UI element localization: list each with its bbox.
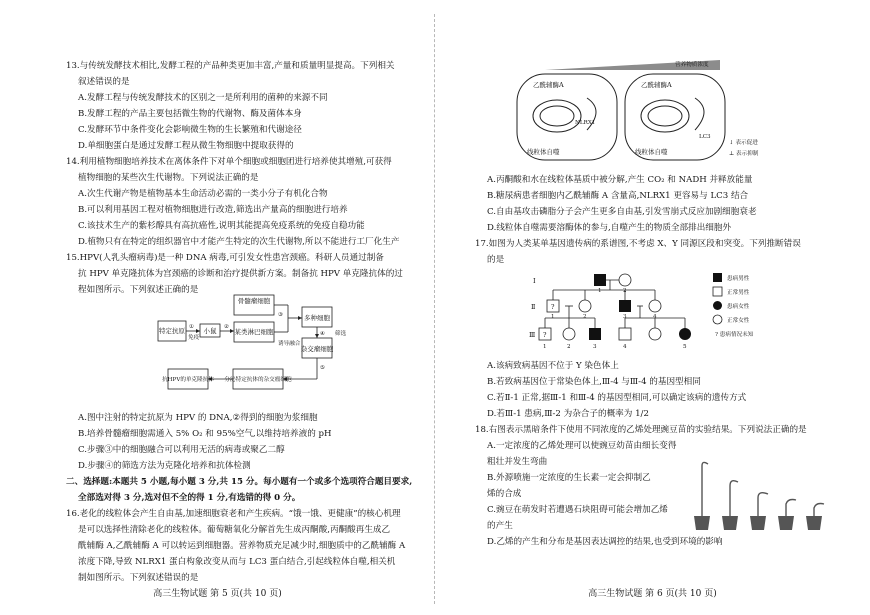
figure16-space — [475, 0, 835, 172]
q17-stem: 17.如图为人类某单基因遗传病的系谱图,不考虑 X、Y 同源区段和突变。下列推断错误 — [475, 239, 801, 249]
ped-label-i1: 1 — [598, 288, 602, 294]
q13-stem-cont: 叙述错误的是 — [78, 77, 130, 87]
q16-stem-l4: 浓度下降,导致 NLRX1 蛋白构象改变从而与 LC3 蛋白结合,引起线粒体自噬,相关机 — [78, 557, 396, 567]
page-6-footer: 高三生物试题 第 6 页(共 10 页) — [588, 589, 717, 599]
ped-label-iii4: 4 — [623, 344, 627, 350]
unknown-mark-1: ? — [551, 303, 555, 311]
myeloma-label: 骨髓瘤细胞 — [237, 297, 271, 305]
ped-label-iii2: 2 — [567, 344, 571, 350]
autophagy-right: 线粒体自噬 — [635, 148, 668, 156]
ped-label-iii3: 3 — [593, 344, 597, 350]
q17-stem-cont: 的是 — [487, 255, 505, 265]
q14-option-b: B.可以利用基因工程对植物细胞进行改造,筛选出产量高的细胞进行培养 — [78, 205, 348, 215]
hybridoma-label: 杂交瘤细胞 — [300, 345, 334, 353]
q15-option-b: B.培养骨髓瘤细胞需通入 5% O₂ 和 95%空气,以维持培养液的 pH — [78, 429, 332, 439]
q16-stem: 16.老化的线粒体会产生自由基,加速细胞衰老和产生疾病。“饿一饿、更健康”的核心机理 — [66, 509, 401, 519]
bcell-label: 某类淋巴细胞 — [234, 328, 274, 336]
q18-option-c-cont: 的产生 — [487, 521, 513, 531]
exam-page-6 — [435, 0, 870, 615]
q16-option-a: A.丙酮酸和水在线粒体基质中被分解,产生 CO₂ 和 NADH 并释放能量 — [487, 175, 753, 185]
page-5-footer: 高三生物试题 第 5 页(共 10 页) — [153, 589, 282, 599]
q15-stem-cont2: 程如图所示。下列叙述正确的是 — [78, 285, 199, 295]
q16-option-b: B.糖尿病患者细胞内乙酰辅酶 A 含量高,NLRX1 更容易与 LC3 结合 — [487, 191, 749, 201]
ped-label-ii3: 3 — [623, 314, 627, 320]
q18-option-a: A.一定浓度的乙烯处理可以使豌豆幼苗由细长变得 — [487, 441, 677, 451]
step-4-label: ④ — [320, 331, 326, 337]
gen-2-label: Ⅱ — [531, 303, 536, 311]
legend-promote: ↓ 表示促进 — [729, 140, 758, 146]
q18-option-a-cont: 粗壮并发生弯曲 — [487, 457, 548, 467]
q14-option-d: D.植物只有在特定的组织器官中才能产生特定的次生代谢物,所以不能进行工厂化生产 — [78, 237, 400, 247]
q16-stem-l5: 制如图所示。下列叙述错误的是 — [78, 573, 199, 583]
gen-3-label: Ⅲ — [529, 331, 536, 339]
q18-option-b: B.外源喷施一定浓度的生长素一定会抑制乙 — [487, 473, 651, 483]
q13-option-b: B.发酵工程的产品主要包括微生物的代谢物、酶及菌体本身 — [78, 109, 302, 119]
q15-option-c: C.步骤③中的细胞融合可以利用无活的病毒或聚乙二醇 — [78, 445, 285, 455]
acetyl-coa-right: 乙酰辅酶A — [641, 81, 672, 89]
legend-affected-male: 患病男性 — [727, 276, 750, 282]
step-1-label: ① — [189, 324, 195, 330]
gen-1-label: Ⅰ — [533, 277, 536, 285]
q17-option-b: B.若致病基因位于常染色体上,Ⅲ-4 与Ⅲ-4 的基因型相同 — [487, 377, 701, 387]
step-3-label: ③ — [278, 312, 284, 318]
unknown-mark-2: ? — [543, 331, 547, 339]
legend-affected-female: 患病女性 — [727, 304, 750, 310]
q16-option-c: C.自由基攻击磷脂分子会产生更多自由基,引发雪崩式反应加剧细胞衰老 — [487, 207, 757, 217]
screen-label: 筛选 — [335, 331, 347, 337]
q15-option-a: A.图中注射的特定抗原为 HPV 的 DNA,②得到的细胞为浆细胞 — [78, 413, 318, 423]
ped-label-iii5: 5 — [683, 344, 687, 350]
ped-label-ii2: 2 — [583, 314, 587, 320]
nlrx1-label: NLRX1 — [575, 120, 596, 126]
q16-stem-l3: 酰辅酶 A,乙酰辅酶 A 可以转运到细胞器。营养物质充足减少时,细胞质中的乙酰辅酶 A — [78, 541, 406, 551]
q17-option-d: D.若Ⅲ-1 患病,Ⅲ-2 为杂合子的概率为 1/2 — [487, 409, 649, 419]
pedigree-chart — [529, 268, 775, 358]
q14-stem-cont: 植物细胞的某些次生代谢物。下列说法正确的是 — [78, 173, 259, 183]
legend-normal-female: 正常女性 — [727, 318, 750, 324]
section-2-header: 二、选择题:本题共 5 小题,每小题 3 分,共 15 分。每小题有一个或多个选项符合题目要求, — [66, 477, 413, 487]
q13-option-c: C.发酵环节中条件变化会影响微生物的生长繁殖和代谢途径 — [78, 125, 302, 135]
q18-option-d: D.乙烯的产生和分布是基因表达调控的结果,也受到环境的影响 — [487, 537, 723, 547]
q16-option-d: D.线粒体自噬需要溶酶体的参与,自噬产生的物质全部排出细胞外 — [487, 223, 732, 233]
q15-option-d: D.步骤④的筛选方法为克隆化培养和抗体检测 — [78, 461, 251, 471]
multi-cell-label: 多种细胞 — [304, 314, 330, 322]
lc3-label: LC3 — [699, 134, 711, 140]
q17-option-a: A.该病致病基因不位于 Y 染色体上 — [487, 361, 619, 371]
section-2-header-cont: 全部选对得 3 分,选对但不全的得 1 分,有选错的得 0 分。 — [78, 493, 301, 503]
step-5-label: ⑤ — [320, 365, 326, 371]
autophagy-left: 线粒体自噬 — [527, 148, 560, 156]
secreting-hybridoma-label: 分泌特定抗体的杂交瘤细胞 — [224, 377, 292, 383]
q13-stem: 13.与传统发酵技术相比,发酵工程的产品种类更加丰富,产量和质量明显提高。下列相关 — [66, 61, 395, 71]
mab-label: 抗HPV的单克隆抗体 — [162, 377, 214, 383]
q14-option-c: C.该技术生产的紫杉醇具有高抗癌性,说明其能提高免疫系统的免疫自稳功能 — [78, 221, 365, 231]
q13-option-d: D.单细胞蛋白是通过发酵工程从微生物细胞中提取获得的 — [78, 141, 294, 151]
mouse-label: 小鼠 — [203, 327, 217, 335]
immune-label: 免疫 — [188, 335, 200, 341]
q15-stem: 15.HPV(人乳头瘤病毒)是一种 DNA 病毒,可引发女性患宫颈癌。科研人员通过制备 — [66, 253, 384, 263]
ped-label-ii4: 4 — [653, 314, 657, 320]
ped-label-iii1: 1 — [543, 344, 547, 350]
legend-unknown: ? 患病情况未知 — [715, 332, 754, 338]
ped-label-ii1: 1 — [551, 314, 555, 320]
q15-stem-cont: 抗 HPV 单克隆抗体为宫颈癌的诊断和治疗提供新方案。制备抗 HPV 单克隆抗体的过 — [78, 269, 403, 279]
acetyl-coa-left: 乙酰辅酶A — [533, 81, 564, 89]
q14-stem: 14.利用植物细胞培养技术在离体条件下对单个细胞或细胞团进行培养使其增殖,可获得 — [66, 157, 392, 167]
antibody-flowchart — [150, 292, 360, 404]
ped-label-i2: 2 — [623, 288, 627, 294]
q17-option-c: C.若Ⅱ-1 正常,据Ⅲ-1 和Ⅲ-4 的基因型相同,可以确定该病的遗传方式 — [487, 393, 747, 403]
q16-stem-l2: 是可以选择性清除老化的线粒体。葡萄糖氧化分解首先生成丙酮酸,丙酮酸再生成乙 — [78, 525, 391, 535]
antigen-label: 特定抗原 — [159, 327, 185, 335]
legend-normal-male: 正常男性 — [727, 290, 750, 296]
seedling-figure — [690, 456, 840, 536]
fusion-label: 诱导融合 — [278, 341, 301, 347]
gradient-label: 营养物质浓度 — [675, 62, 709, 68]
q14-option-a: A.次生代谢产物是植物基本生命活动必需的一类小分子有机化合物 — [78, 189, 328, 199]
q13-option-a: A.发酵工程与传统发酵技术的区别之一是所利用的菌种的来源不同 — [78, 93, 328, 103]
q18-stem: 18.右图表示黑暗条件下使用不同浓度的乙烯处理豌豆苗的实验结果。下列说法正确的是 — [475, 425, 807, 435]
q18-option-c: C.豌豆在萌发时若遭遇石块阻碍可能会增加乙烯 — [487, 505, 668, 515]
step-2-label: ② — [224, 324, 230, 330]
q18-option-b-cont: 烯的合成 — [487, 489, 522, 499]
legend-inhibit: ⊥ 表示抑制 — [729, 151, 759, 157]
